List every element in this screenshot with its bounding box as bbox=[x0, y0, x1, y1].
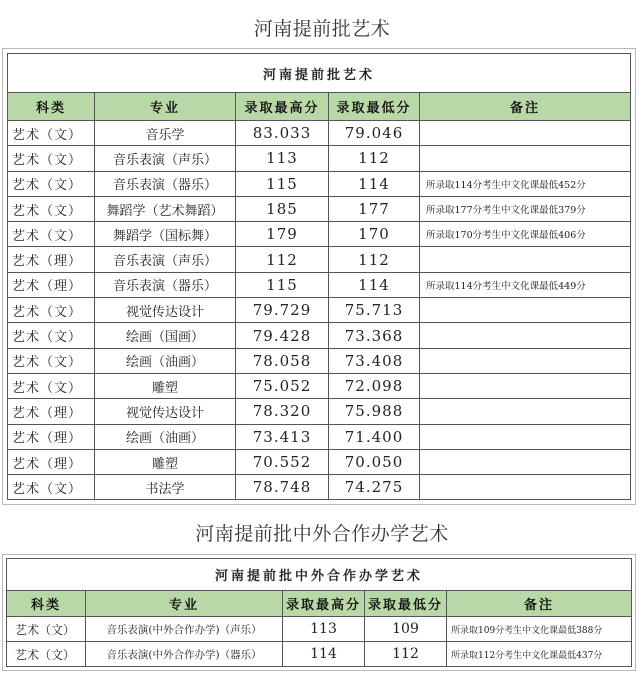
cell-category: 艺术（理） bbox=[8, 272, 95, 297]
cell-max-score: 75.052 bbox=[236, 373, 329, 398]
cell-max-score: 79.729 bbox=[236, 298, 329, 323]
header-major: 专业 bbox=[95, 93, 236, 121]
header-notes: 备注 bbox=[420, 93, 631, 121]
section1-caption: 河南提前批艺术 bbox=[8, 54, 631, 93]
cell-min-score: 112 bbox=[329, 247, 420, 272]
cell-category: 艺术（文） bbox=[8, 348, 95, 373]
cell-note bbox=[420, 146, 631, 171]
table-row bbox=[8, 146, 631, 171]
cell-min-score: 177 bbox=[329, 196, 420, 221]
cell-category: 艺术（文） bbox=[8, 323, 95, 348]
table-row bbox=[8, 171, 631, 196]
section2-header-row bbox=[7, 591, 632, 617]
cell-category: 艺术（理） bbox=[8, 247, 95, 272]
cell-max-score: 114 bbox=[283, 642, 365, 667]
cell-major: 音乐表演(中外合作办学)（器乐） bbox=[86, 642, 283, 667]
cell-category: 艺术（理） bbox=[8, 449, 95, 474]
table-row bbox=[8, 475, 631, 500]
section1-table bbox=[7, 53, 631, 500]
cell-max-score: 179 bbox=[236, 222, 329, 247]
cell-max-score: 73.413 bbox=[236, 424, 329, 449]
cell-min-score: 170 bbox=[329, 222, 420, 247]
cell-major: 雕塑 bbox=[95, 373, 236, 398]
section2-table-frame bbox=[2, 554, 636, 671]
cell-max-score: 113 bbox=[236, 146, 329, 171]
cell-max-score: 83.033 bbox=[236, 121, 329, 146]
cell-min-score: 70.050 bbox=[329, 449, 420, 474]
cell-category: 艺术（理） bbox=[8, 399, 95, 424]
cell-note: 所录取177分考生中文化课最低379分 bbox=[420, 196, 631, 221]
cell-category: 艺术（文） bbox=[7, 617, 86, 642]
section1-title: 河南提前批艺术 bbox=[253, 18, 391, 40]
header-major: 专业 bbox=[86, 591, 283, 617]
cell-note bbox=[420, 424, 631, 449]
cell-max-score: 70.552 bbox=[236, 449, 329, 474]
table-row bbox=[8, 222, 631, 247]
table-row bbox=[8, 196, 631, 221]
cell-max-score: 112 bbox=[236, 247, 329, 272]
cell-note bbox=[420, 399, 631, 424]
cell-note bbox=[420, 121, 631, 146]
section2-table bbox=[6, 558, 632, 667]
cell-category: 艺术（文） bbox=[8, 373, 95, 398]
cell-major: 绘画（国画） bbox=[95, 323, 236, 348]
cell-min-score: 114 bbox=[329, 171, 420, 196]
cell-major: 绘画（油画） bbox=[95, 424, 236, 449]
cell-min-score: 73.368 bbox=[329, 323, 420, 348]
cell-min-score: 112 bbox=[365, 642, 447, 667]
cell-min-score: 109 bbox=[365, 617, 447, 642]
cell-major: 雕塑 bbox=[95, 449, 236, 474]
cell-major: 视觉传达设计 bbox=[95, 399, 236, 424]
cell-min-score: 75.988 bbox=[329, 399, 420, 424]
cell-max-score: 78.058 bbox=[236, 348, 329, 373]
cell-min-score: 73.408 bbox=[329, 348, 420, 373]
table-row bbox=[8, 323, 631, 348]
cell-min-score: 79.046 bbox=[329, 121, 420, 146]
cell-note bbox=[420, 475, 631, 500]
table-row bbox=[8, 449, 631, 474]
cell-note bbox=[420, 323, 631, 348]
cell-note: 所录取170分考生中文化课最低406分 bbox=[420, 222, 631, 247]
header-max-score: 录取最高分 bbox=[236, 93, 329, 121]
table-row bbox=[8, 399, 631, 424]
cell-max-score: 115 bbox=[236, 272, 329, 297]
cell-note bbox=[420, 348, 631, 373]
cell-category: 艺术（文） bbox=[8, 146, 95, 171]
cell-max-score: 78.320 bbox=[236, 399, 329, 424]
header-notes: 备注 bbox=[447, 591, 632, 617]
section2-title: 河南提前批中外合作办学艺术 bbox=[195, 523, 449, 545]
cell-max-score: 113 bbox=[283, 617, 365, 642]
cell-note bbox=[420, 298, 631, 323]
table-row bbox=[8, 121, 631, 146]
cell-major: 音乐学 bbox=[95, 121, 236, 146]
header-min-score: 录取最低分 bbox=[365, 591, 447, 617]
section2-caption: 河南提前批中外合作办学艺术 bbox=[7, 559, 632, 591]
header-category: 科类 bbox=[7, 591, 86, 617]
cell-category: 艺术（文） bbox=[8, 475, 95, 500]
cell-max-score: 115 bbox=[236, 171, 329, 196]
cell-min-score: 75.713 bbox=[329, 298, 420, 323]
cell-note bbox=[420, 449, 631, 474]
cell-max-score: 185 bbox=[236, 196, 329, 221]
cell-major: 绘画（油画） bbox=[95, 348, 236, 373]
cell-major: 音乐表演（器乐） bbox=[95, 171, 236, 196]
cell-major: 音乐表演（器乐） bbox=[95, 272, 236, 297]
cell-max-score: 78.748 bbox=[236, 475, 329, 500]
cell-major: 舞蹈学（国标舞） bbox=[95, 222, 236, 247]
cell-major: 舞蹈学（艺术舞蹈） bbox=[95, 196, 236, 221]
cell-category: 艺术（文） bbox=[8, 196, 95, 221]
cell-category: 艺术（文） bbox=[8, 171, 95, 196]
cell-note: 所录取114分考生中文化课最低449分 bbox=[420, 272, 631, 297]
cell-min-score: 114 bbox=[329, 272, 420, 297]
table-row bbox=[8, 424, 631, 449]
cell-note bbox=[420, 247, 631, 272]
cell-min-score: 74.275 bbox=[329, 475, 420, 500]
table-row bbox=[7, 642, 632, 667]
cell-major: 音乐表演（声乐） bbox=[95, 247, 236, 272]
cell-min-score: 72.098 bbox=[329, 373, 420, 398]
cell-min-score: 112 bbox=[329, 146, 420, 171]
cell-min-score: 71.400 bbox=[329, 424, 420, 449]
cell-major: 音乐表演（声乐） bbox=[95, 146, 236, 171]
table-row bbox=[8, 298, 631, 323]
table-row bbox=[8, 247, 631, 272]
cell-note: 所录取114分考生中文化课最低452分 bbox=[420, 171, 631, 196]
header-category: 科类 bbox=[8, 93, 95, 121]
header-min-score: 录取最低分 bbox=[329, 93, 420, 121]
cell-major: 视觉传达设计 bbox=[95, 298, 236, 323]
cell-max-score: 79.428 bbox=[236, 323, 329, 348]
table-row bbox=[7, 617, 632, 642]
cell-category: 艺术（理） bbox=[8, 424, 95, 449]
cell-category: 艺术（文） bbox=[8, 121, 95, 146]
section1-table-frame bbox=[2, 48, 636, 505]
cell-category: 艺术（文） bbox=[8, 298, 95, 323]
header-max-score: 录取最高分 bbox=[283, 591, 365, 617]
table-row bbox=[8, 272, 631, 297]
cell-major: 音乐表演(中外合作办学)（声乐） bbox=[86, 617, 283, 642]
table-row bbox=[8, 348, 631, 373]
table-row bbox=[8, 373, 631, 398]
cell-category: 艺术（文） bbox=[8, 222, 95, 247]
section1-header-row bbox=[8, 93, 631, 121]
cell-category: 艺术（文） bbox=[7, 642, 86, 667]
cell-major: 书法学 bbox=[95, 475, 236, 500]
cell-note: 所录取109分考生中文化课最低388分 bbox=[447, 617, 632, 642]
cell-note bbox=[420, 373, 631, 398]
cell-note: 所录取112分考生中文化课最低437分 bbox=[447, 642, 632, 667]
